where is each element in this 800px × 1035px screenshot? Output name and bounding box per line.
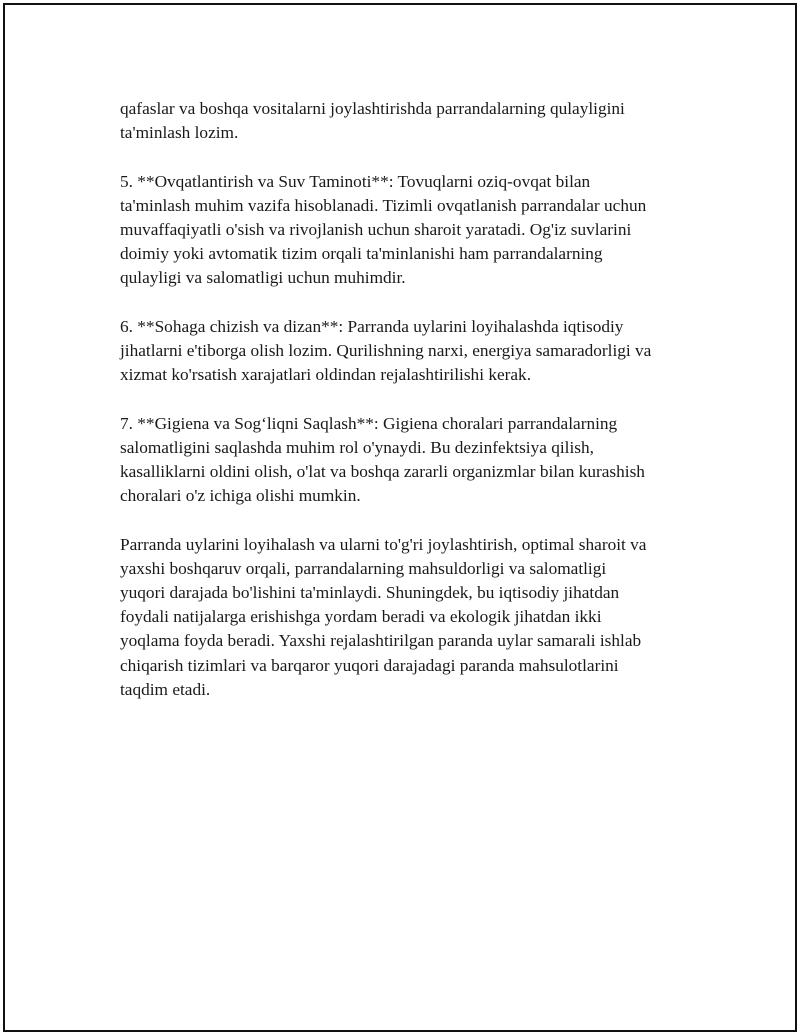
text-line: foydali natijalarga erishishga yordam beradi va ekologik jihatdan ikki <box>120 607 602 627</box>
text-line: yuqori darajada bo'lishini ta'minlaydi. Shuningdek, bu iqtisodiy jihatdan <box>120 583 620 602</box>
paragraph-item-6 <box>120 315 700 388</box>
text-line: yaxshi boshqaruv orqali, parrandalarning mahsuldorligi va salomatligi <box>120 558 607 578</box>
text-line: qulayligi va salomatligi uchun muhimdir. <box>120 268 406 288</box>
text-line: ta'minlash muhim vazifa hisoblanadi. Tizimli ovqatlanish parrandalar uchun <box>120 195 647 215</box>
document-body <box>120 97 700 726</box>
text-line: 6. **Sohaga chizish va dizan**: Parranda uylarini loyihalashda iqtisodiy <box>120 316 624 336</box>
text-line: ta'minlash lozim. <box>120 123 239 143</box>
text-line: doimiy yoki avtomatik tizim orqali ta'minlanishi ham parrandalarning <box>120 244 603 264</box>
text-line: taqdim etadi. <box>120 679 211 699</box>
text-line: choralari o'z ichiga olishi mumkin. <box>120 486 361 506</box>
text-line: Parranda uylarini loyihalash va ularni to'g'ri joylashtirish, optimal sharoit va <box>120 534 647 554</box>
page-frame <box>3 3 797 1032</box>
text-line: qafaslar va boshqa vositalarni joylashtirishda parrandalarning qulayligini <box>120 99 625 118</box>
text-line: 5. **Ovqatlantirish va Suv Taminoti**: Tovuqlarni oziq-ovqat bilan <box>120 171 591 191</box>
text-line: muvaffaqiyatli o'sish va rivojlanish uchun sharoit yaratadi. Og'iz suvlarini <box>120 220 632 239</box>
text-line: kasalliklarni oldini olish, o'lat va boshqa zararli organizmlar bilan kurashish <box>120 462 645 481</box>
paragraph-item-7 <box>120 412 700 509</box>
text-line: xizmat ko'rsatish xarajatlari oldindan rejalashtirilishi kerak. <box>120 365 532 385</box>
paragraph-continuation <box>120 97 700 145</box>
text-line: salomatligini saqlashda muhim rol o'ynaydi. Bu dezinfektsiya qilish, <box>120 437 594 457</box>
text-line: chiqarish tizimlari va barqaror yuqori darajadagi paranda mahsulotlarini <box>120 655 619 675</box>
text-line: 7. **Gigiena va Sog‘liqni Saqlash**: Gigiena choralari parrandalarning <box>120 413 618 433</box>
paragraph-conclusion <box>120 533 700 702</box>
text-line: yoqlama foyda beradi. Yaxshi rejalashtirilgan paranda uylar samarali ishlab <box>120 631 642 651</box>
paragraph-item-5 <box>120 170 700 291</box>
text-line: jihatlarni e'tiborga olish lozim. Qurilishning narxi, energiya samaradorligi va <box>120 341 652 360</box>
